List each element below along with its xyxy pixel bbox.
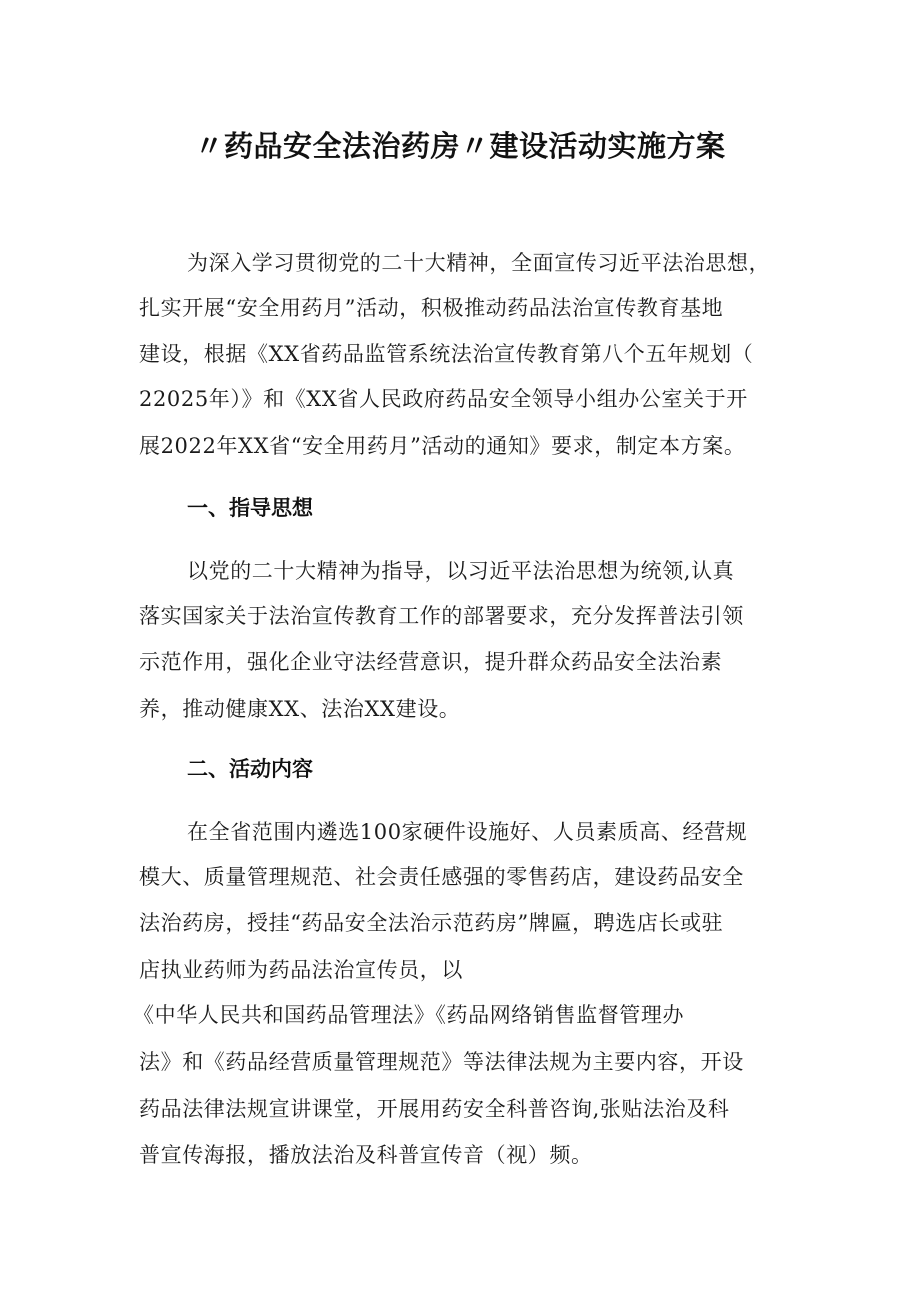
section1-line-3: 示范作用，强化企业守法经营意识，提升群众药品安全法治素 <box>139 650 723 674</box>
section2-line-1: 在全省范围内遴选100家硬件设施好、人员素质高、经营规 <box>187 820 748 844</box>
section-heading-activity-content: 二、活动内容 <box>187 757 313 781</box>
document-title: 〃药品安全法治药房〃建设活动实施方案 <box>194 129 726 163</box>
section2-line-3: 法治药房，授挂“药品安全法治示范药房”牌匾，聘选店长或驻 <box>139 911 724 935</box>
section2-line-8: 普宣传海报，播放法治及科普宣传音（视）频。 <box>139 1143 593 1167</box>
section2-line-4: 店执业药师为药品法治宣传员，以 <box>139 958 463 982</box>
section1-line-2: 落实国家关于法治宣传教育工作的部署要求，充分发挥普法引领 <box>139 604 744 628</box>
section2-line-2: 模大、质量管理规范、社会责任感强的零售药店，建设药品安全 <box>139 865 744 889</box>
intro-line-1: 为深入学习贯彻党的二十大精神，全面宣传习近平法治思想， <box>187 251 771 275</box>
intro-line-5: 展2022年XX省“安全用药月”活动的通知》要求，制定本方案。 <box>139 434 746 458</box>
section-heading-guiding-ideology: 一、指导思想 <box>187 496 313 520</box>
section2-line-6: 法》和《药品经营质量管理规范》等法律法规为主要内容，开设 <box>139 1050 744 1074</box>
section1-line-4: 养，推动健康XX、法治XX建设。 <box>139 697 461 721</box>
section2-line-7: 药品法律法规宣讲课堂，开展用药安全科普咨询,张贴法治及科 <box>139 1097 730 1121</box>
section2-line-5: 《中华人民共和国药品管理法》《药品网络销售监督管理办 <box>133 1003 685 1027</box>
intro-line-3: 建设，根据《XX省药品监管系统法治宣传教育第八个五年规划（ <box>139 342 754 366</box>
section1-line-1: 以党的二十大精神为指导，以习近平法治思想为统领,认真 <box>187 559 735 583</box>
intro-line-2: 扎实开展“安全用药月”活动，积极推动药品法治宣传教育基地 <box>139 296 724 320</box>
intro-line-4: 22025年）》和《XX省人民政府药品安全领导小组办公室关于开 <box>139 387 748 411</box>
